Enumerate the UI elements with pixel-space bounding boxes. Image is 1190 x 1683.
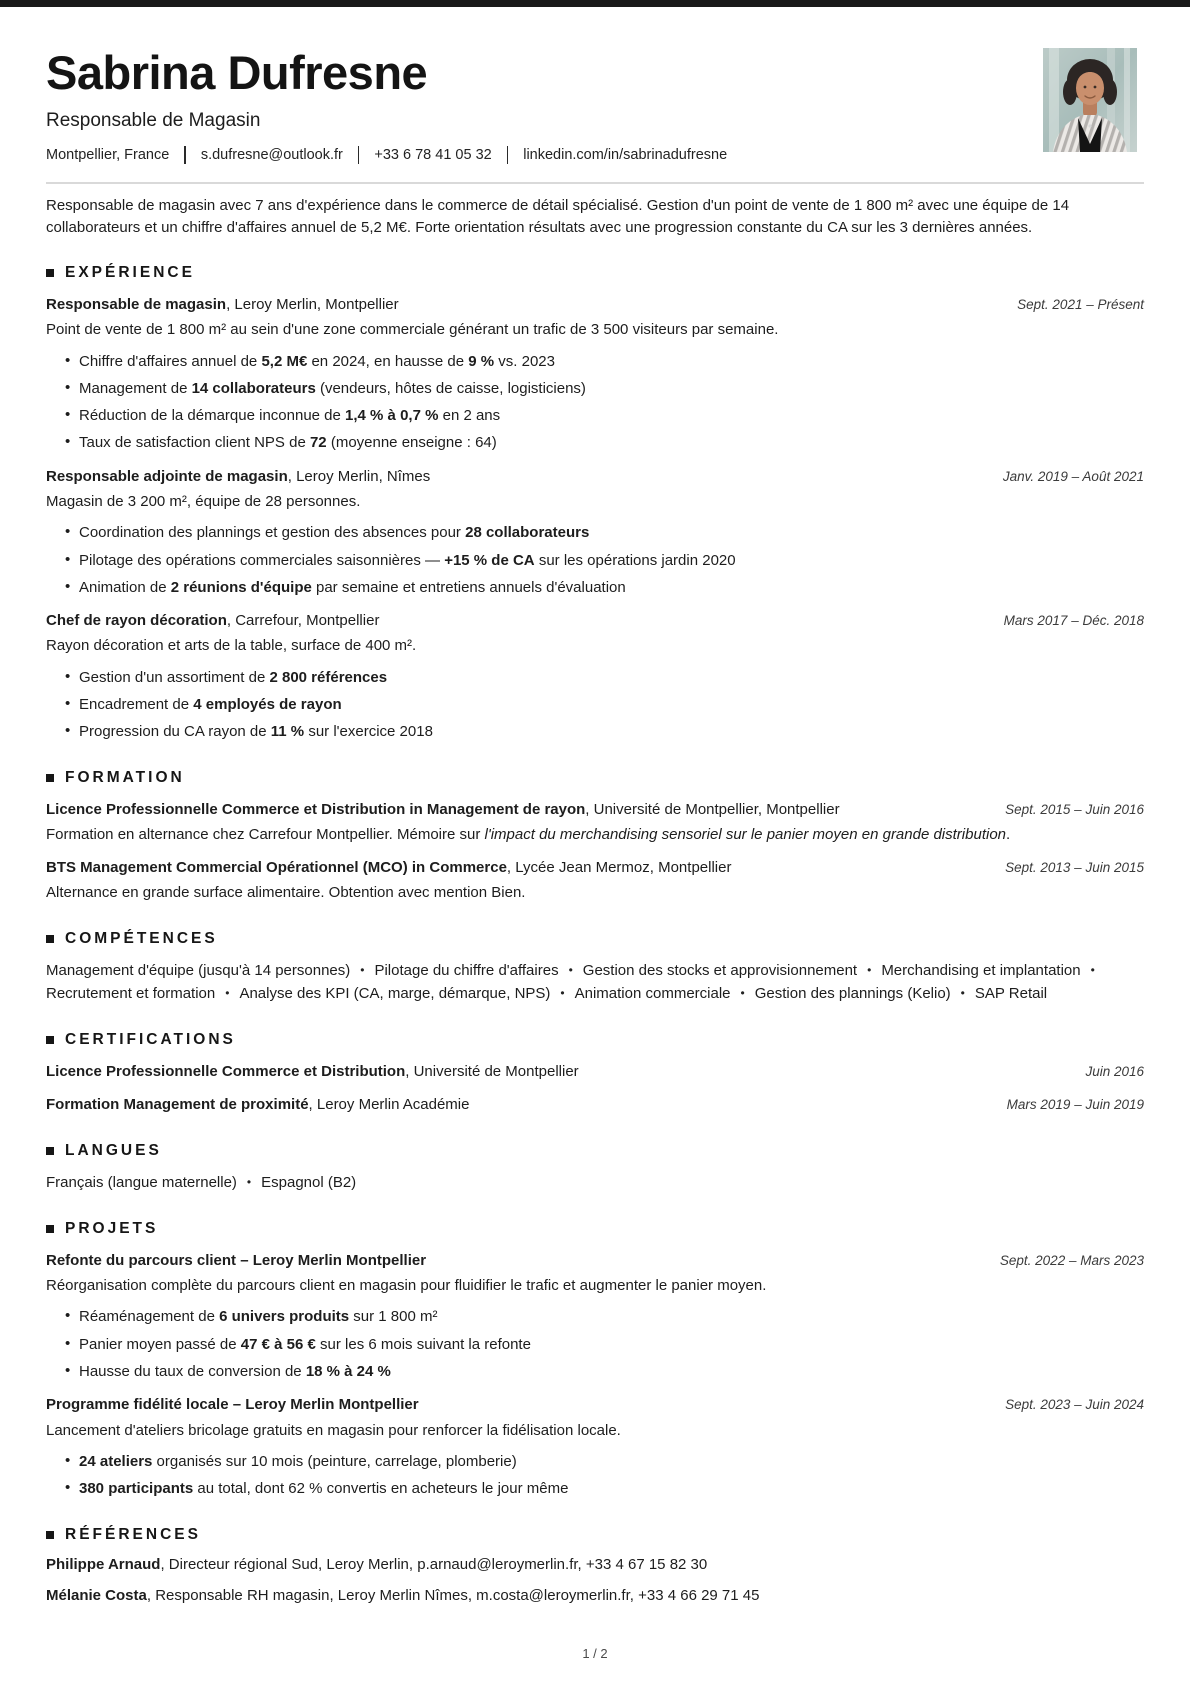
list-item: linkedin.com/in/sabrinadufresne [523,147,728,164]
entry-description: Magasin de 3 200 m², équipe de 28 personnes. [46,492,361,510]
entry-title: Refonte du parcours client – Leroy Merlin Montpellier [46,1251,427,1269]
entry-description: Rayon décoration et arts de la table, surface de 400 m². [46,637,417,655]
section-experience [46,264,1144,743]
section-projets [46,1220,1144,1500]
profile-photo-image [1043,48,1137,152]
entry-description: Point de vente de 1 800 m² au sein d'une zone commerciale générant un trafic de 3 500 visiteurs par semaine. [46,321,779,339]
summary-text: Responsable de magasin avec 7 ans d'expérience dans le commerce de détail spécialisé. Gestion d'un point de vente de 1 800 m² avec une équipe de 14 collaborateurs et un chiffre d'affaires annuel de 5,2 M€. Forte orientation résultats avec une progression constante du CA sur les 3 dernières années. [46,197,1070,236]
section-references [46,1526,1144,1607]
section-heading-label: LANGUES [65,1141,162,1159]
entry-org: , Leroy Merlin, Nîmes [287,467,431,485]
entry-date: Mars 2019 – Juin 2019 [1006,1097,1144,1113]
experience-entry [46,611,1144,742]
section-marker-icon [46,1036,54,1044]
bullet-item: • Gestion d'un assortiment de 2 800 références [46,667,1144,688]
entry-description: Alternance en grande surface alimentaire. Obtention avec mention Bien. [46,884,526,902]
entry-title: Chef de rayon décoration [46,612,227,630]
bullet-item: • Encadrement de 4 employés de rayon [46,694,1144,715]
section-competences [46,930,1144,1006]
page-number: 1 / 2 [582,1646,608,1661]
list-item: Merchandising et implantation [881,961,1081,979]
bullet-item: • 380 participants au total, dont 62 % convertis en acheteurs le jour même [46,1478,1144,1499]
bullet-item: • Hausse du taux de conversion de 18 % à 24 % [46,1361,1144,1382]
section-heading-competences [46,930,1144,948]
contact-row [46,146,1144,164]
entry-description: Lancement d'ateliers bricolage gratuits en magasin pour renforcer la fidélisation locale. [46,1421,621,1439]
list-item: Animation commerciale [574,984,731,1002]
section-marker-icon [46,1531,54,1539]
bullet-item: • Réduction de la démarque inconnue de 1,4 % à 0,7 % en 2 ans [46,405,1144,426]
section-heading-label: CERTIFICATIONS [65,1031,236,1049]
list-item: Management d'équipe (jusqu'à 14 personnes) [46,961,351,979]
section-marker-icon [46,1147,54,1155]
bullet-item: • Taux de satisfaction client NPS de 72 (moyenne enseigne : 64) [46,432,1144,453]
project-entry [46,1251,1144,1382]
section-formation [46,769,1144,904]
entry-date: Sept. 2015 – Juin 2016 [1005,801,1144,817]
reference-line: Philippe Arnaud, Directeur régional Sud, Leroy Merlin, p.arnaud@leroymerlin.fr, +33 4 67 15 82 30 [46,1555,708,1573]
certification-entry [46,1062,1144,1082]
section-heading-formation [46,769,1144,787]
certification-text: Licence Professionnelle Commerce et Distribution, Université de Montpellier [46,1063,579,1081]
bullet-item: • Management de 14 collaborateurs (vendeurs, hôtes de caisse, logisticiens) [46,378,1144,399]
section-heading-label: EXPÉRIENCE [65,263,195,281]
section-heading-langues [46,1142,1144,1160]
entry-date: Sept. 2023 – Juin 2024 [1005,1397,1144,1413]
header-divider [46,182,1144,184]
section-marker-icon [46,1225,54,1233]
section-heading-references [46,1526,1144,1544]
experience-entry [46,467,1144,598]
list-item: +33 6 78 41 05 32 [374,147,492,164]
separator-bar-icon [507,146,509,164]
section-certifications [46,1031,1144,1116]
separator-dot-icon: • [360,962,365,977]
list-item: SAP Retail [974,984,1048,1002]
entry-title: BTS Management Commercial Opérationnel (MCO) in Commerce [46,859,507,877]
bullet-item: • 24 ateliers organisés sur 10 mois (peinture, carrelage, plomberie) [46,1451,1144,1472]
entry-description: Formation en alternance chez Carrefour Montpellier. Mémoire sur l'impact du merchandising sensoriel sur le panier moyen en grande distribution. [46,825,1011,843]
entry-org: , Lycée Jean Mermoz, Montpellier [506,859,732,877]
entry-title: Programme fidélité locale – Leroy Merlin Montpellier [46,1396,419,1414]
entry-bullets [46,667,1144,743]
entry-bullets [46,1451,1144,1500]
skills-list [46,959,1144,1006]
bullet-item: • Pilotage des opérations commerciales saisonnières — +15 % de CA sur les opérations jardin 2020 [46,550,1144,571]
list-item: Recrutement et formation [46,984,216,1002]
entry-date: Janv. 2019 – Août 2021 [1002,468,1144,484]
languages-list [46,1171,1144,1194]
project-entry [46,1395,1144,1499]
reference-line: Mélanie Costa, Responsable RH magasin, Leroy Merlin Nîmes, m.costa@leroymerlin.fr, +33 4 66 29 71 45 [46,1586,760,1604]
list-item: Espagnol (B2) [261,1173,357,1191]
entry-bullets [46,522,1144,598]
bullet-item: • Progression du CA rayon de 11 % sur l'exercice 2018 [46,721,1144,742]
separator-dot-icon: • [960,985,965,1000]
profile-photo [1043,48,1137,152]
section-heading-label: COMPÉTENCES [65,929,218,947]
section-langues [46,1142,1144,1194]
separator-dot-icon: • [225,985,230,1000]
section-heading-experience [46,264,1144,282]
entry-bullets [46,351,1144,454]
entry-date: Sept. 2013 – Juin 2015 [1005,860,1144,876]
bullet-item: • Réaménagement de 6 univers produits sur 1 800 m² [46,1306,1144,1327]
bullet-item: • Animation de 2 réunions d'équipe par semaine et entretiens annuels d'évaluation [46,577,1144,598]
section-heading-label: FORMATION [65,768,185,786]
entry-title: Responsable de magasin [46,295,227,313]
separator-bar-icon [358,146,360,164]
entry-date: Mars 2017 – Déc. 2018 [1003,613,1144,629]
separator-dot-icon: • [1090,962,1095,977]
entry-date: Sept. 2021 – Présent [1017,296,1144,312]
experience-entry [46,295,1144,454]
list-item: Analyse des KPI (CA, marge, démarque, NPS) [239,984,551,1002]
section-heading-certifications [46,1031,1144,1049]
separator-dot-icon: • [568,962,573,977]
section-marker-icon [46,935,54,943]
education-entry [46,858,1144,904]
list-item: Gestion des plannings (Kelio) [754,984,951,1002]
entry-date: Juin 2016 [1085,1064,1144,1080]
certification-text: Formation Management de proximité, Leroy Merlin Académie [46,1096,470,1114]
person-name: Sabrina Dufresne [46,46,428,99]
education-entry [46,800,1144,846]
section-heading-label: RÉFÉRENCES [65,1525,201,1543]
list-item: Français (langue maternelle) [46,1173,237,1191]
separator-bar-icon [184,146,186,164]
separator-dot-icon: • [867,962,872,977]
entry-org: , Leroy Merlin, Montpellier [226,295,399,313]
list-item: Pilotage du chiffre d'affaires [374,961,559,979]
separator-dot-icon: • [246,1174,252,1189]
list-item: s.dufresne@outlook.fr [200,147,343,164]
person-title: Responsable de Magasin [46,110,261,132]
bullet-item: • Panier moyen passé de 47 € à 56 € sur les 6 mois suivant la refonte [46,1334,1144,1355]
entry-date: Sept. 2022 – Mars 2023 [999,1252,1144,1268]
bullet-item: • Coordination des plannings et gestion des absences pour 28 collaborateurs [46,522,1144,543]
entry-title: Responsable adjointe de magasin [46,467,288,485]
section-marker-icon [46,774,54,782]
entry-title: Licence Professionnelle Commerce et Distribution in Management de rayon [46,800,586,818]
section-marker-icon [46,269,54,277]
certification-entry [46,1095,1144,1115]
separator-dot-icon: • [560,985,565,1000]
section-heading-projets [46,1220,1144,1238]
list-item: Gestion des stocks et approvisionnement [582,961,858,979]
separator-dot-icon: • [740,985,745,1000]
top-bar [0,0,1190,7]
entry-bullets [46,1306,1144,1382]
entry-org: , Université de Montpellier, Montpellier [585,800,840,818]
section-heading-label: PROJETS [65,1219,159,1237]
list-item: Montpellier, France [46,147,170,164]
entry-description: Réorganisation complète du parcours client en magasin pour fluidifier le trafic et augmenter le panier moyen. [46,1277,767,1295]
bullet-item: • Chiffre d'affaires annuel de 5,2 M€ en 2024, en hausse de 9 % vs. 2023 [46,351,1144,372]
entry-org: , Carrefour, Montpellier [226,612,380,630]
